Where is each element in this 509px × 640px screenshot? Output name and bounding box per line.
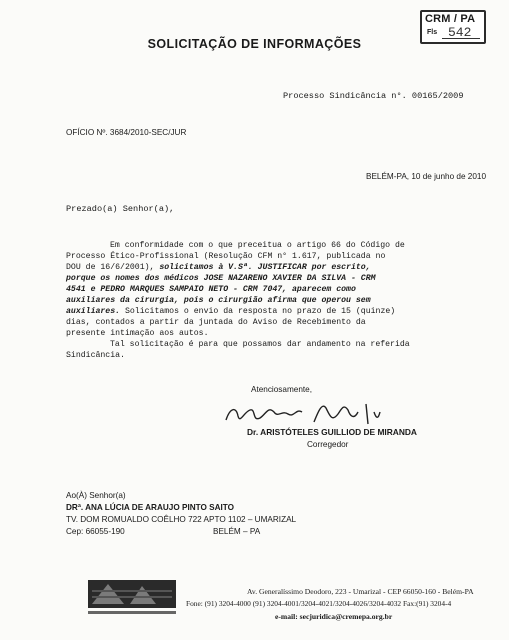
footer-address: Av. Generalíssimo Deodoro, 223 - Umarizal - CEP 66050-160 - Belém-PA [247,587,474,596]
document-title: SOLICITAÇÃO DE INFORMAÇÕES [147,37,362,51]
body-line [66,263,371,272]
body-line [66,307,395,316]
greeting: Prezado(a) Senhor(a), [66,204,175,214]
stamp-label: CRM / PA [425,13,476,25]
footer-phones: Fone: (91) 3204-4000 (91) 3204-4001/3204-4021/3204-4026/3204-4032 Fax:(91) 3204-4 [186,599,452,608]
body-line: Tal solicitação é para que possamos dar andamento na referida [110,340,410,349]
footer-email: e-mail: secjuridica@cremepa.org.br [275,612,393,621]
place-date: BELÉM-PA, 10 de junho de 2010 [366,172,487,181]
body-emphasis-span: solicitamos à V.Sª. JUSTIFICAR por escrito, [159,263,371,272]
signer-name: Dr. ARISTÓTELES GUILLIOD DE MIRANDA [247,427,417,437]
body-line: porque os nomes dos médicos JOSE NAZARENO XAVIER DA SILVA - CRM [66,274,376,283]
body-line: dias, contados a partir da juntada do Aviso de Recebimento da [66,318,366,327]
body-line: Em conformidade com o que preceitua o artigo 66 do Código de [110,241,405,250]
handwritten-signature [222,398,392,428]
body-text-span: DOU de 16/6/2001), [66,263,160,272]
body-emphasis-span: aparecem como [292,285,356,294]
recipient-name: DRª. ANA LÚCIA DE ARAUJO PINTO SAITO [66,503,235,512]
closing: Atenciosamente, [251,385,312,394]
body-emphasis-span: auxiliares. [66,307,121,316]
recipient-street: TV. DOM ROMUALDO COÊLHO 722 APTO 1102 – UMARIZAL [66,515,297,524]
recipient-label: Ao(À) Senhor(a) [66,491,126,500]
signer-title: Corregedor [307,440,349,449]
body-line: Sindicância. [66,351,125,360]
body-line: Processo Ético-Profissional (Resolução CFM n° 1.617, publicada no [66,252,386,261]
cremepa-logo-icon [86,578,178,618]
body-text-span: Solicitamos o envio da resposta no prazo de 15 (quinze) [120,307,396,316]
body-line: auxiliares da cirurgia, pois o cirurgião afirma que operou sem [66,296,371,305]
recipient-cep: Cep: 66055-190 [66,527,125,536]
recipient-city: BELÉM – PA [213,527,261,536]
body-emphasis-span: 4541 e PEDRO MARQUES SAMPAIO NETO - CRM 7047, [66,285,293,294]
body-line [66,285,356,294]
body-line: presente intimação aos autos. [66,329,209,338]
process-reference: Processo Sindicância n°. 00165/2009 [283,91,464,101]
stamp-sheet-number: 542 [448,25,472,40]
stamp-fls-label: Fls [427,29,438,36]
oficio-number: OFÍCIO Nº. 3684/2010-SEC/JUR [66,128,187,137]
